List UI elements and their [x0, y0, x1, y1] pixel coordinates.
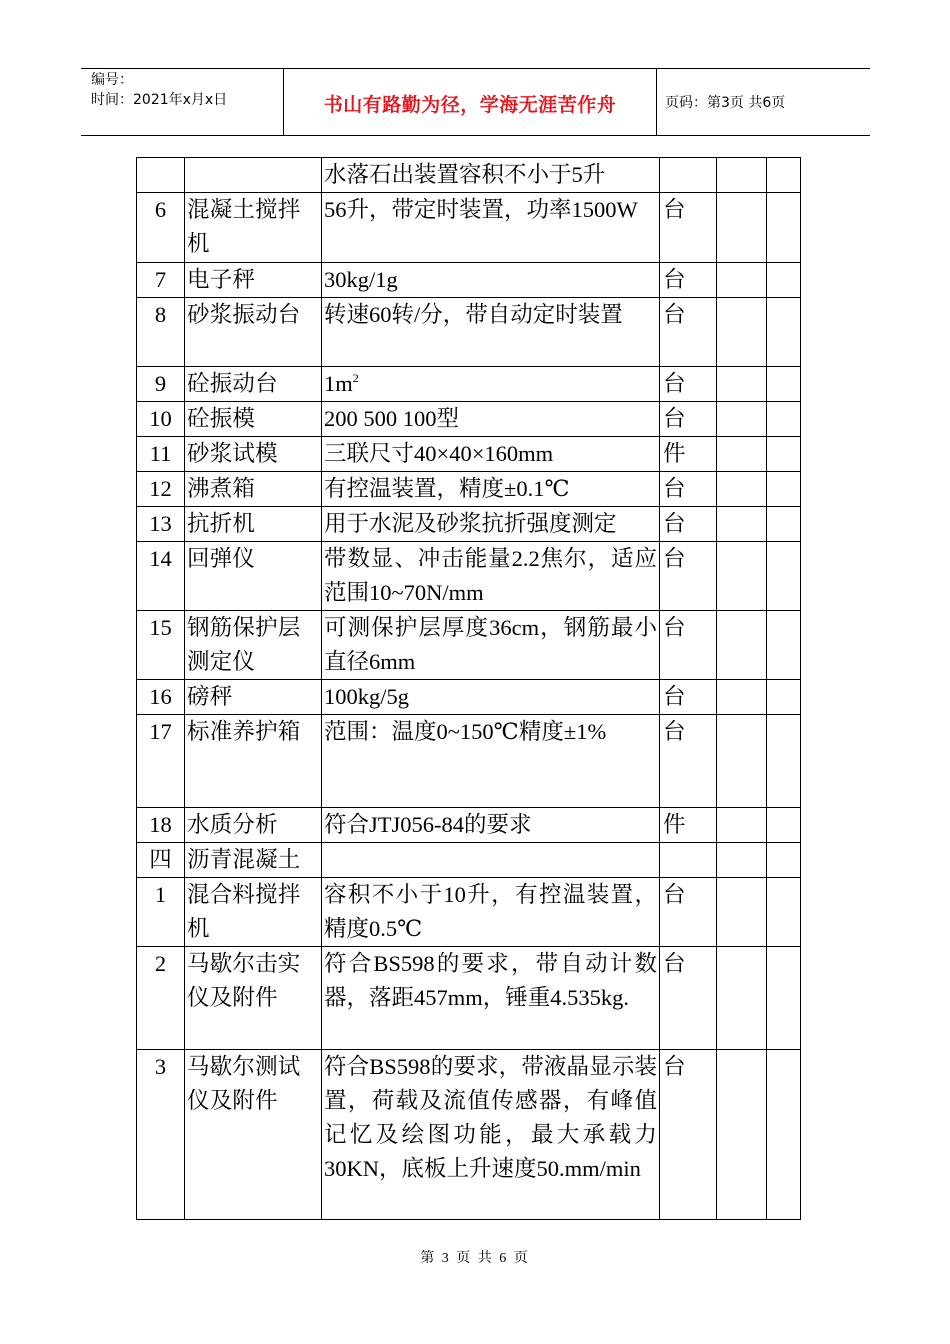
remarks-cell [767, 472, 801, 507]
table-row [137, 715, 801, 808]
specification-text: 带数显、冲击能量2.2焦尔，适应范围10~70N/mm [324, 546, 657, 605]
table-row [137, 878, 801, 947]
remarks-cell [767, 367, 801, 402]
quantity-cell [717, 1050, 767, 1220]
item-number-cell: 6 [137, 193, 185, 263]
equipment-name-cell: 砂浆振动台 [185, 298, 322, 367]
equipment-name-cell: 马歇尔击实仪及附件 [185, 947, 322, 1050]
table-row [137, 263, 801, 298]
remarks-cell [767, 542, 801, 611]
quantity-cell [717, 542, 767, 611]
quantity-cell [717, 843, 767, 878]
table-row [137, 947, 801, 1050]
quantity-cell [717, 437, 767, 472]
item-number-cell: 11 [137, 437, 185, 472]
unit-cell: 台 [660, 611, 717, 680]
specification-cell [322, 437, 660, 472]
item-number-cell: 16 [137, 680, 185, 715]
table-row [137, 507, 801, 542]
remarks-cell [767, 715, 801, 808]
equipment-table [136, 157, 801, 1220]
remarks-cell [767, 263, 801, 298]
quantity-cell [717, 878, 767, 947]
remarks-cell [767, 437, 801, 472]
item-number-cell: 17 [137, 715, 185, 808]
specification-cell [322, 472, 660, 507]
item-number-cell: 10 [137, 402, 185, 437]
specification-cell [322, 947, 660, 1050]
remarks-cell [767, 193, 801, 263]
specification-text: 100kg/5g [324, 684, 410, 709]
equipment-name-cell [185, 158, 322, 193]
remarks-cell [767, 947, 801, 1050]
remarks-cell [767, 611, 801, 680]
unit-cell: 台 [660, 715, 717, 808]
unit-cell: 台 [660, 507, 717, 542]
header-page-info: 页码：第3页 共6页 [665, 95, 786, 111]
specification-cell [322, 808, 660, 843]
unit-cell: 台 [660, 367, 717, 402]
table-row [137, 843, 801, 878]
header-divider-right [656, 68, 657, 136]
document-time-label: 时间：2021年x月x日 [91, 92, 228, 108]
equipment-name-cell: 沸煮箱 [185, 472, 322, 507]
equipment-name-cell: 电子秤 [185, 263, 322, 298]
specification-cell [322, 1050, 660, 1220]
specification-text: 水落石出装置容积不小于5升 [324, 162, 606, 187]
specification-cell [322, 193, 660, 263]
unit-cell: 台 [660, 402, 717, 437]
specification-cell [322, 542, 660, 611]
equipment-name-cell: 混合料搅拌机 [185, 878, 322, 947]
specification-text: 1m [324, 371, 353, 396]
page-footer: 第 3 页 共 6 页 [420, 1251, 530, 1266]
item-number-cell: 9 [137, 367, 185, 402]
header-meta [91, 70, 227, 110]
specification-cell [322, 402, 660, 437]
specification-cell [322, 843, 660, 878]
specification-superscript: 2 [352, 371, 359, 385]
specification-cell [322, 263, 660, 298]
item-number-cell: 12 [137, 472, 185, 507]
equipment-table-body [137, 158, 801, 1220]
remarks-cell [767, 878, 801, 947]
item-number-cell: 3 [137, 1050, 185, 1220]
item-number-cell: 15 [137, 611, 185, 680]
table-row [137, 808, 801, 843]
table-row [137, 472, 801, 507]
equipment-name-cell: 砼振动台 [185, 367, 322, 402]
quantity-cell [717, 680, 767, 715]
equipment-name-cell: 磅秤 [185, 680, 322, 715]
specification-text: 三联尺寸40×40×160mm [324, 441, 554, 466]
item-number-cell: 四 [137, 843, 185, 878]
unit-cell: 台 [660, 680, 717, 715]
quantity-cell [717, 715, 767, 808]
table-row [137, 402, 801, 437]
specification-text: 200 500 100型 [324, 406, 460, 431]
remarks-cell [767, 507, 801, 542]
specification-text: 56升，带定时装置，功率1500W [324, 197, 638, 222]
unit-cell: 台 [660, 472, 717, 507]
quantity-cell [717, 947, 767, 1050]
remarks-cell [767, 158, 801, 193]
equipment-name-cell: 抗折机 [185, 507, 322, 542]
document-code-label: 编号： [91, 72, 133, 88]
quantity-cell [717, 367, 767, 402]
specification-text: 符合BS598的要求，带自动计数器，落距457mm，锤重4.535kg. [324, 951, 657, 1010]
item-number-cell: 14 [137, 542, 185, 611]
specification-text: 容积不小于10升，有控温装置，精度0.5℃ [324, 882, 657, 941]
table-row [137, 158, 801, 193]
quantity-cell [717, 158, 767, 193]
header-top-rule [81, 68, 870, 69]
specification-text: 用于水泥及砂浆抗折强度测定 [324, 511, 617, 536]
specification-cell [322, 680, 660, 715]
equipment-name-cell: 钢筋保护层测定仪 [185, 611, 322, 680]
item-number-cell: 13 [137, 507, 185, 542]
unit-cell [660, 158, 717, 193]
unit-cell [660, 843, 717, 878]
specification-text: 30kg/1g [324, 267, 398, 292]
specification-cell [322, 715, 660, 808]
quantity-cell [717, 402, 767, 437]
remarks-cell [767, 843, 801, 878]
unit-cell: 台 [660, 193, 717, 263]
unit-cell: 件 [660, 808, 717, 843]
item-number-cell: 2 [137, 947, 185, 1050]
specification-text: 有控温装置，精度±0.1℃ [324, 476, 570, 501]
unit-cell: 台 [660, 947, 717, 1050]
remarks-cell [767, 808, 801, 843]
item-number-cell [137, 158, 185, 193]
table-row [137, 193, 801, 263]
quantity-cell [717, 472, 767, 507]
table-row [137, 680, 801, 715]
quantity-cell [717, 263, 767, 298]
table-row [137, 298, 801, 367]
specification-cell [322, 298, 660, 367]
specification-text: 转速60转/分，带自动定时装置 [324, 302, 623, 327]
remarks-cell [767, 1050, 801, 1220]
unit-cell: 台 [660, 542, 717, 611]
equipment-name-cell: 水质分析 [185, 808, 322, 843]
specification-cell [322, 507, 660, 542]
item-number-cell: 7 [137, 263, 185, 298]
quantity-cell [717, 611, 767, 680]
specification-cell [322, 611, 660, 680]
remarks-cell [767, 680, 801, 715]
table-row [137, 367, 801, 402]
header-bottom-rule [81, 135, 870, 136]
item-number-cell: 1 [137, 878, 185, 947]
equipment-name-cell: 沥青混凝土 [185, 843, 322, 878]
remarks-cell [767, 298, 801, 367]
remarks-cell [767, 402, 801, 437]
unit-cell: 台 [660, 878, 717, 947]
quantity-cell [717, 298, 767, 367]
specification-text: 可测保护层厚度36cm，钢筋最小直径6mm [324, 615, 657, 674]
equipment-name-cell: 马歇尔测试仪及附件 [185, 1050, 322, 1220]
quantity-cell [717, 808, 767, 843]
equipment-name-cell: 回弹仪 [185, 542, 322, 611]
specification-text: 符合JTJ056-84的要求 [324, 812, 532, 837]
unit-cell: 台 [660, 298, 717, 367]
table-row [137, 611, 801, 680]
equipment-name-cell: 混凝土搅拌机 [185, 193, 322, 263]
specification-cell [322, 878, 660, 947]
unit-cell: 件 [660, 437, 717, 472]
quantity-cell [717, 193, 767, 263]
specification-text: 符合BS598的要求，带液晶显示装置，荷载及流值传感器，有峰值记忆及绘图功能，最大承载力30KN，底板上升速度50.mm/min [324, 1054, 657, 1181]
specification-text: 范围：温度0~150℃精度±1% [324, 719, 607, 744]
specification-cell [322, 158, 660, 193]
equipment-name-cell: 标准养护箱 [185, 715, 322, 808]
unit-cell: 台 [660, 263, 717, 298]
unit-cell: 台 [660, 1050, 717, 1220]
table-row [137, 542, 801, 611]
quantity-cell [717, 507, 767, 542]
equipment-name-cell: 砂浆试模 [185, 437, 322, 472]
table-row [137, 1050, 801, 1220]
equipment-name-cell: 砼振模 [185, 402, 322, 437]
item-number-cell: 8 [137, 298, 185, 367]
specification-cell [322, 367, 660, 402]
header-slogan: 书山有路勤为径，学海无涯苦作舟 [323, 94, 617, 116]
table-row [137, 437, 801, 472]
item-number-cell: 18 [137, 808, 185, 843]
